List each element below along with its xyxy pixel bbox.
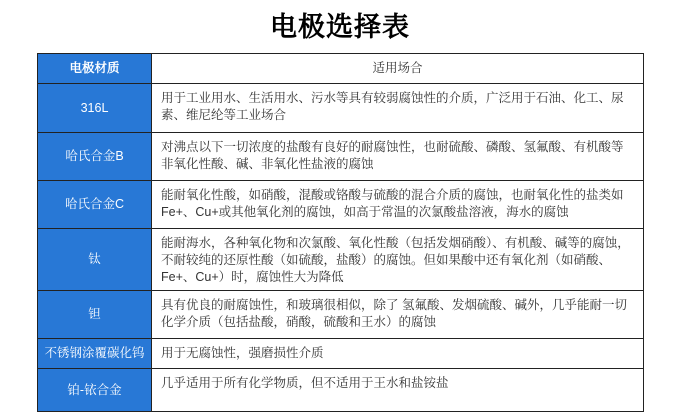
page-title: 电极选择表 [270,12,410,42]
material-cell: 不锈钢涂覆碳化钨 [38,339,152,369]
header-cell-material: 电极材质 [38,54,152,84]
usage-cell: 几乎适用于所有化学物质，但不适用于王水和盐铵盐 [152,369,644,412]
table-row [38,339,644,369]
table-row [38,291,644,339]
material-cell: 316L [38,84,152,133]
table-row [38,181,644,229]
material-cell: 钽 [38,291,152,339]
header-cell-usage: 适用场合 [152,54,644,84]
electrode-selection-table [37,53,644,412]
usage-cell: 能耐海水，各种氧化物和次氯酸、氧化性酸（包括发烟硝酸）、有机酸、碱等的腐蚀，不耐较纯的还原性酸（如硫酸，盐酸）的腐蚀。但如果酸中还有氧化剂（如硝酸、Fe+、Cu+）时，腐蚀性大为降低 [152,229,644,291]
table-row [38,229,644,291]
usage-cell: 用于工业用水、生活用水、污水等具有较弱腐蚀性的介质，广泛用于石油、化工、尿素、维尼纶等工业场合 [152,84,644,133]
table-row [38,133,644,181]
usage-cell: 能耐氧化性酸，如硝酸，混酸或铬酸与硫酸的混合介质的腐蚀，也耐氧化性的盐类如Fe+、Cu+或其他氧化剂的腐蚀，如高于常温的次氯酸盐溶液，海水的腐蚀 [152,181,644,229]
material-cell: 哈氏合金B [38,133,152,181]
table-header-row [38,54,644,84]
material-cell: 钛 [38,229,152,291]
usage-cell: 对沸点以下一切浓度的盐酸有良好的耐腐蚀性，也耐硫酸、磷酸、氢氟酸、有机酸等非氧化性酸、碱、非氧化性盐液的腐蚀 [152,133,644,181]
usage-cell: 具有优良的耐腐蚀性，和玻璃很相似，除了 氢氟酸、发烟硫酸、碱外，几乎能耐一切化学介质（包括盐酸，硝酸，硫酸和王水）的腐蚀 [152,291,644,339]
material-cell: 铂-铱合金 [38,369,152,412]
usage-cell: 用于无腐蚀性，强磨损性介质 [152,339,644,369]
material-cell: 哈氏合金C [38,181,152,229]
table-row [38,84,644,133]
table-row [38,369,644,412]
